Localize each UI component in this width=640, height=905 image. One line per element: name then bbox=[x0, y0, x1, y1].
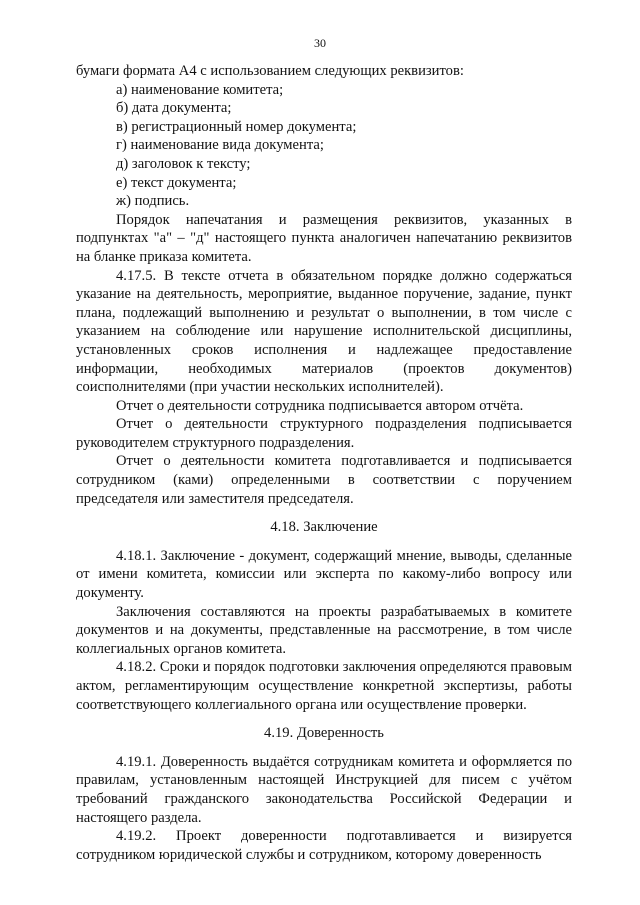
paragraph: Отчет о деятельности структурного подразделения подписывается руководителем структурного подразделения. bbox=[76, 416, 572, 451]
section-heading-4-19: 4.19. Доверенность bbox=[264, 725, 384, 742]
paragraph: Отчет о деятельности комитета подготавливается и подписывается сотрудником (ками) определенными в соответствии с поручением председателя или заместителя председателя. bbox=[76, 453, 572, 507]
requisite-item: в) регистрационный номер документа; bbox=[116, 118, 357, 135]
paragraph-4-18-1: 4.18.1. Заключение - документ, содержащий мнение, выводы, сделанные от имени комитета, комиссии или эксперта по какому-либо вопросу или документу. bbox=[76, 547, 572, 602]
requisite-item: ж) подпись. bbox=[116, 193, 190, 210]
paragraph: Заключения составляются на проекты разрабатываемых в комитете документов и на документы, представленные на рассмотрение, в том числе коллегиальных органов комитета. bbox=[76, 603, 572, 657]
paragraph: Отчет о деятельности сотрудника подписывается автором отчёта. bbox=[116, 397, 524, 414]
paragraph-4-19-2: 4.19.2. Проект доверенности подготавливается и визируется сотрудником юридической службы и сотрудником, которому доверенность bbox=[76, 828, 572, 863]
requisite-item: г) наименование вида документа; bbox=[116, 137, 324, 154]
paragraph-4-19-1: 4.19.1. Доверенность выдаётся сотрудникам комитета и оформляется по правилам, установленным настоящей Инструкцией для писем с учётом требований гражданского законодательства Российской Федерации и настоящего раздела. bbox=[76, 753, 572, 826]
paragraph: Порядок напечатания и размещения реквизитов, указанных в подпунктах "а" – "д" настоящего пункта аналогичен напечатанию реквизитов на бланке приказа комитета. bbox=[76, 211, 572, 265]
requisite-item: а) наименование комитета; bbox=[116, 81, 284, 98]
requisite-item: б) дата документа; bbox=[116, 100, 232, 117]
requisite-item: д) заголовок к тексту; bbox=[116, 155, 251, 172]
intro-line: бумаги формата А4 с использованием следующих реквизитов: bbox=[76, 63, 464, 79]
requisites-list bbox=[76, 81, 572, 211]
document-body bbox=[76, 62, 572, 864]
section-heading-4-18: 4.18. Заключение bbox=[270, 519, 378, 536]
paragraph-4-17-5: 4.17.5. В тексте отчета в обязательном порядке должно содержаться указание на деятельность, мероприятие, выданное поручение, задание, пункт плана, подлежащий выполнению и результат о выполнении, в том числе с указанием на соблюдение или нарушение исполнительской дисциплины, установленных сроков исполнения и надлежащее предоставление информации, необходимых материалов (проектов документов) соисполнителями (при участии нескольких исполнителей). bbox=[76, 267, 572, 396]
page-number: 30 bbox=[314, 36, 326, 50]
paragraph-4-18-2: 4.18.2. Сроки и порядок подготовки заключения определяются правовым актом, регламентирующим осуществление конкретной экспертизы, работы соответствующего коллегиального органа или осуществление проверки. bbox=[76, 659, 572, 713]
requisite-item: е) текст документа; bbox=[116, 174, 237, 191]
